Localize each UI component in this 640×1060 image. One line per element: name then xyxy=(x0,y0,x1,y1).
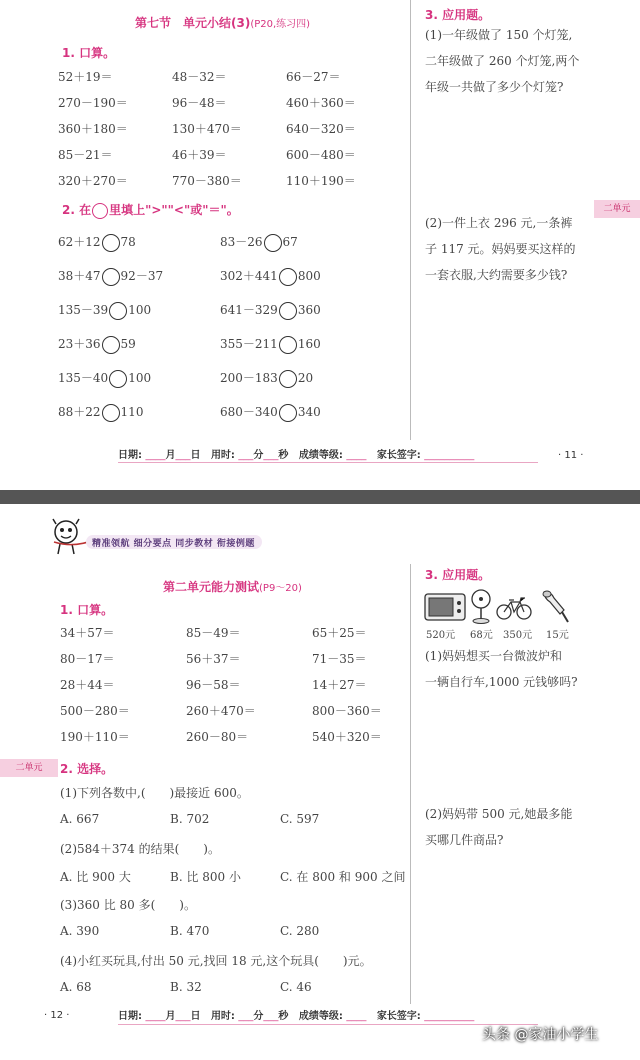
section-oral-heading: 1. 口算。 xyxy=(62,46,116,60)
compare-heading-suffix: 里填上">""<"或"＝"。 xyxy=(109,203,239,217)
series-banner: 精准领航 细分要点 同步教材 衔接例题 xyxy=(92,539,255,549)
section-oral-heading: 1. 口算。 xyxy=(60,603,114,617)
choice-option: A. 667 xyxy=(60,812,100,826)
blank: ____ xyxy=(145,450,166,461)
footer-day: 日 xyxy=(190,1011,201,1022)
problem-line: (1)妈妈想买一台微波炉和 xyxy=(425,649,562,663)
problem-line: 子 117 元。妈妈要买这样的 xyxy=(425,242,576,256)
problem-line: (1)一年级做了 150 个灯笼, xyxy=(425,28,573,42)
answer-circle[interactable] xyxy=(279,336,297,354)
oral-problem: 270－190＝ xyxy=(58,96,128,110)
footer-rule xyxy=(118,1024,538,1025)
oral-problem: 460＋360＝ xyxy=(286,96,356,110)
compare-problem xyxy=(220,403,321,422)
compare-problem xyxy=(58,301,151,320)
answer-circle[interactable] xyxy=(279,268,297,286)
oral-problem: 260＋470＝ xyxy=(186,704,256,718)
footer-date-label: 日期: xyxy=(118,1011,142,1022)
blank: __________ xyxy=(424,1011,475,1022)
oral-problem: 360＋180＝ xyxy=(58,122,128,136)
compare-problem xyxy=(58,403,143,422)
blank: ___ xyxy=(175,450,191,461)
oral-problem: 96－48＝ xyxy=(172,96,227,110)
oral-problem: 500－280＝ xyxy=(60,704,130,718)
price-hairdryer: 15元 xyxy=(546,630,569,641)
choice-option: C. 46 xyxy=(280,980,312,994)
compare-left: 135－39 xyxy=(58,303,109,317)
compare-problem xyxy=(220,369,313,388)
compare-left: 88＋22 xyxy=(58,405,101,419)
blank: ____ xyxy=(145,1011,166,1022)
choice-option: B. 702 xyxy=(170,812,210,826)
problem-line: (2)一件上衣 296 元,一条裤 xyxy=(425,216,573,230)
blank: ___ xyxy=(175,1011,191,1022)
compare-heading-prefix: 2. 在 xyxy=(62,203,92,217)
compare-right: 160 xyxy=(297,337,321,351)
answer-circle[interactable] xyxy=(102,404,120,422)
page-title xyxy=(135,14,310,31)
oral-problem: 80－17＝ xyxy=(60,652,115,666)
compare-right: 78 xyxy=(120,235,136,249)
section-choice-heading: 2. 选择。 xyxy=(60,762,114,776)
price-fan: 68元 xyxy=(470,630,493,641)
answer-circle[interactable] xyxy=(109,302,127,320)
answer-circle[interactable] xyxy=(109,370,127,388)
choice-option: C. 280 xyxy=(280,924,320,938)
oral-problem: 320＋270＝ xyxy=(58,174,128,188)
compare-right: 20 xyxy=(297,371,314,385)
footer-sec: 秒 xyxy=(278,1011,289,1022)
footer-grade-label: 成绩等级: xyxy=(298,450,343,461)
price-microwave: 520元 xyxy=(426,630,456,641)
choice-option: B. 比 800 小 xyxy=(170,870,241,884)
column-divider xyxy=(410,0,411,440)
oral-problem: 85－49＝ xyxy=(186,626,241,640)
compare-right: 59 xyxy=(120,337,136,351)
oral-problem: 85－21＝ xyxy=(58,148,113,162)
answer-circle[interactable] xyxy=(279,302,297,320)
oral-problem: 260－80＝ xyxy=(186,730,249,744)
choice-question: (1)下列各数中,( )最接近 600。 xyxy=(60,786,249,800)
unit-side-tab: 二单元 xyxy=(0,759,58,777)
word-problem-2 xyxy=(425,801,572,853)
footer-day: 日 xyxy=(190,450,201,461)
footer-month: 月 xyxy=(165,450,176,461)
footer-min: 分 xyxy=(253,1011,264,1022)
oral-problem: 34＋57＝ xyxy=(60,626,115,640)
column-divider xyxy=(410,564,411,1004)
page-title xyxy=(163,578,302,595)
problem-line: (2)妈妈带 500 元,她最多能 xyxy=(425,807,573,821)
title-ref: (P20,练习四) xyxy=(250,19,311,30)
choice-question: (4)小红买玩具,付出 50 元,找回 18 元,这个玩具( )元。 xyxy=(60,954,372,968)
choice-option: A. 68 xyxy=(60,980,92,994)
title-ref: (P9～20) xyxy=(259,583,302,594)
blank: ____ xyxy=(346,1011,367,1022)
oral-problem: 14＋27＝ xyxy=(312,678,367,692)
unit-side-tab: 二单元 xyxy=(594,200,640,218)
circle-icon xyxy=(92,203,108,219)
oral-problem: 770－380＝ xyxy=(172,174,242,188)
watermark: 头条 @家油小学生 xyxy=(482,1027,599,1043)
footer-sec: 秒 xyxy=(278,450,289,461)
title-main: 第七节 单元小结(3) xyxy=(135,16,251,30)
problem-line: 年级一共做了多少个灯笼? xyxy=(425,80,564,94)
footer-grade-label: 成绩等级: xyxy=(298,1011,343,1022)
answer-circle[interactable] xyxy=(279,404,297,422)
oral-problem: 96－58＝ xyxy=(186,678,241,692)
workbook-page-11 xyxy=(0,0,640,490)
compare-problem xyxy=(58,233,136,252)
compare-problem xyxy=(220,335,321,354)
bicycle-icon xyxy=(496,596,532,620)
price-bicycle: 350元 xyxy=(503,630,533,641)
blank: ___ xyxy=(263,1011,279,1022)
oral-problem: 640－320＝ xyxy=(286,122,356,136)
section-word-problems-heading: 3. 应用题。 xyxy=(425,8,491,22)
compare-left: 355－211 xyxy=(220,337,278,351)
compare-right: 800 xyxy=(297,269,321,283)
problem-line: 一辆自行车,1000 元钱够吗? xyxy=(425,675,578,689)
choice-option: C. 在 800 和 900 之间 xyxy=(280,870,406,884)
footer-date-label: 日期: xyxy=(118,450,142,461)
compare-problem xyxy=(58,369,151,388)
answer-circle[interactable] xyxy=(102,268,120,286)
section-compare-heading xyxy=(62,201,239,219)
microwave-icon xyxy=(424,592,466,622)
choice-option: C. 597 xyxy=(280,812,320,826)
compare-right: 100 xyxy=(128,371,152,385)
blank: ___ xyxy=(238,450,254,461)
choice-question: (3)360 比 80 多( )。 xyxy=(60,898,196,912)
problem-line: 二年级做了 260 个灯笼,两个 xyxy=(425,54,580,68)
blank: ___ xyxy=(263,450,279,461)
problem-line: 一套衣服,大约需要多少钱? xyxy=(425,268,568,282)
title-main: 第二单元能力测试 xyxy=(163,580,260,594)
word-problem-2 xyxy=(425,210,576,288)
compare-left: 680－340 xyxy=(220,405,278,419)
choice-option: B. 470 xyxy=(170,924,210,938)
answer-circle[interactable] xyxy=(102,234,120,252)
compare-left: 38＋47 xyxy=(58,269,101,283)
oral-problem: 48－32＝ xyxy=(172,70,227,84)
compare-problem xyxy=(220,301,321,320)
footer-sign-label: 家长签字: xyxy=(376,1011,421,1022)
compare-right: 110 xyxy=(120,405,144,419)
page-footer xyxy=(118,446,474,461)
oral-problem: 130＋470＝ xyxy=(172,122,242,136)
compare-left: 641－329 xyxy=(220,303,278,317)
oral-problem: 800－360＝ xyxy=(312,704,382,718)
blank: ____ xyxy=(346,450,367,461)
compare-problem xyxy=(58,335,136,354)
compare-left: 83－26 xyxy=(220,235,263,249)
footer-month: 月 xyxy=(165,1011,176,1022)
footer-sign-label: 家长签字: xyxy=(376,450,421,461)
compare-right: 340 xyxy=(297,405,321,419)
word-problem-1 xyxy=(425,643,578,695)
compare-right: 92－37 xyxy=(120,269,164,283)
compare-left: 135－40 xyxy=(58,371,109,385)
oral-problem: 71－35＝ xyxy=(312,652,367,666)
compare-right: 100 xyxy=(128,303,152,317)
oral-problem: 540＋320＝ xyxy=(312,730,382,744)
oral-problem: 190＋110＝ xyxy=(60,730,130,744)
page-footer xyxy=(118,1007,474,1022)
footer-min: 分 xyxy=(253,450,264,461)
compare-problem xyxy=(58,267,163,286)
page-number: · 12 · xyxy=(44,1010,70,1021)
compare-right: 67 xyxy=(282,235,298,249)
oral-problem: 56＋37＝ xyxy=(186,652,241,666)
footer-rule xyxy=(118,462,538,463)
word-problem-1 xyxy=(425,22,579,100)
compare-problem xyxy=(220,233,298,252)
answer-circle[interactable] xyxy=(279,370,297,388)
page-separator xyxy=(0,490,640,504)
hairdryer-icon xyxy=(540,588,572,626)
page-number: · 11 · xyxy=(558,450,584,461)
choice-option: B. 32 xyxy=(170,980,202,994)
compare-left: 302＋441 xyxy=(220,269,278,283)
compare-left: 200－183 xyxy=(220,371,278,385)
choice-question: (2)584＋374 的结果( )。 xyxy=(60,842,220,856)
oral-problem: 66－27＝ xyxy=(286,70,341,84)
oral-problem: 46＋39＝ xyxy=(172,148,227,162)
oral-problem: 28＋44＝ xyxy=(60,678,115,692)
choice-option: A. 比 900 大 xyxy=(60,870,131,884)
footer-time-label: 用时: xyxy=(210,450,235,461)
oral-problem: 65＋25＝ xyxy=(312,626,367,640)
fan-icon xyxy=(470,588,492,624)
answer-circle[interactable] xyxy=(264,234,282,252)
footer-time-label: 用时: xyxy=(210,1011,235,1022)
oral-problem: 110＋190＝ xyxy=(286,174,356,188)
choice-option: A. 390 xyxy=(60,924,100,938)
workbook-page-12 xyxy=(0,504,640,1060)
compare-right: 360 xyxy=(297,303,321,317)
blank: __________ xyxy=(424,450,475,461)
blank: ___ xyxy=(238,1011,254,1022)
compare-left: 23＋36 xyxy=(58,337,101,351)
compare-problem xyxy=(220,267,321,286)
answer-circle[interactable] xyxy=(102,336,120,354)
section-word-problems-heading: 3. 应用题。 xyxy=(425,568,491,582)
compare-left: 62＋12 xyxy=(58,235,101,249)
problem-line: 买哪几件商品? xyxy=(425,833,504,847)
oral-problem: 600－480＝ xyxy=(286,148,356,162)
oral-problem: 52＋19＝ xyxy=(58,70,113,84)
